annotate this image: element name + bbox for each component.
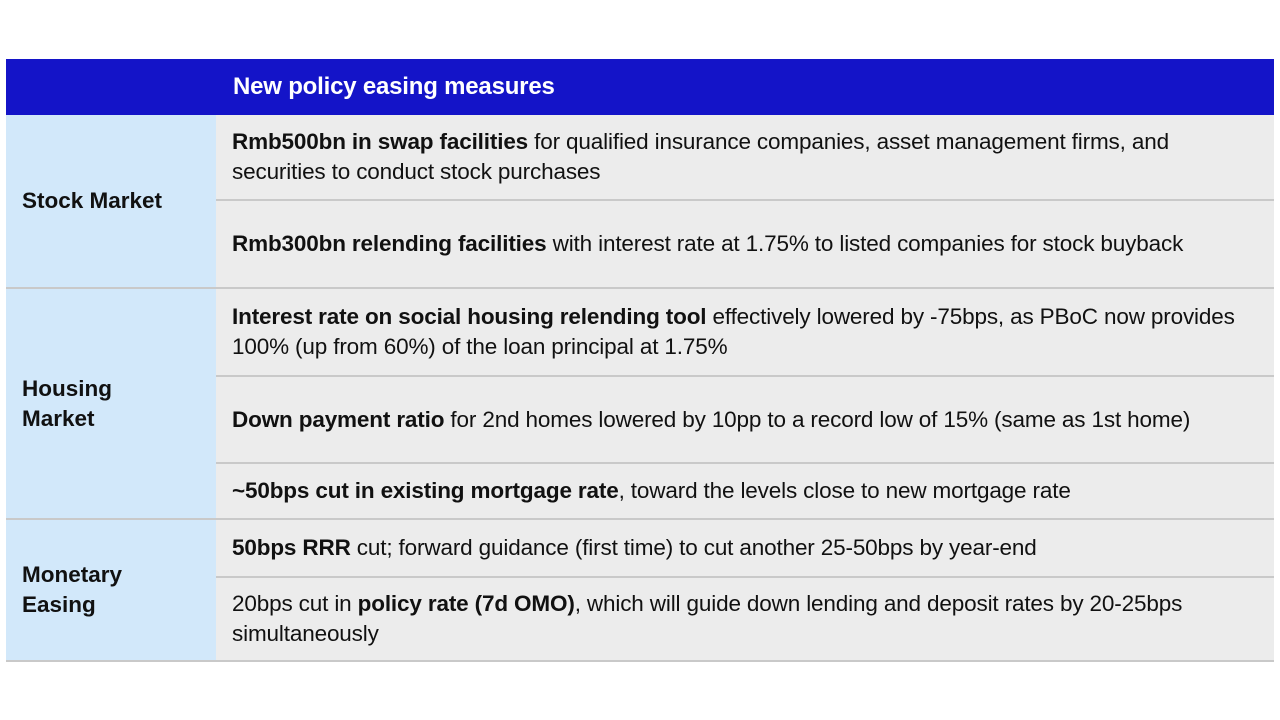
measure-detail: cut; forward guidance (first time) to cut another 25-50bps by year-end	[350, 535, 1037, 560]
table-bottom-border	[6, 660, 1274, 662]
measure-detail: , which will guide down lending and deposit rates by 20-25bps simultaneously	[232, 591, 1183, 646]
measure-detail: for 2nd homes lowered by 10pp to a record low of 15% (same as 1st home)	[444, 406, 1191, 432]
group-label: Monetary Easing	[6, 520, 216, 660]
group-rows	[216, 289, 1274, 518]
measure-text	[232, 533, 1037, 563]
measure-text	[232, 302, 1254, 362]
measure-text	[232, 589, 1254, 649]
measure-highlight: Down payment ratio	[232, 406, 445, 432]
measure-detail: 20bps cut in	[232, 591, 358, 616]
group-label: Stock Market	[6, 115, 216, 287]
table-title: New policy easing measures	[233, 73, 555, 100]
measure-row	[216, 576, 1274, 660]
measure-highlight: Interest rate on social housing relending tool	[232, 304, 707, 329]
measure-detail: , toward the levels close to new mortgage rate	[618, 478, 1071, 503]
group-housing-market	[6, 287, 1274, 518]
measure-row	[216, 199, 1274, 287]
policy-table	[6, 59, 1274, 662]
measure-row	[216, 375, 1274, 462]
group-rows	[216, 115, 1274, 287]
measure-detail: for qualified insurance companies, asset management firms, and securities to conduct stock purchases	[232, 129, 1169, 184]
measure-row	[216, 115, 1274, 199]
measure-text	[232, 476, 1071, 506]
measure-highlight: Rmb500bn in swap facilities	[232, 129, 529, 154]
group-label: Housing Market	[6, 289, 216, 518]
measure-text	[232, 127, 1254, 187]
group-monetary-easing	[6, 518, 1274, 660]
group-rows	[216, 520, 1274, 660]
measure-row	[216, 462, 1274, 518]
measure-detail: with interest rate at 1.75% to listed companies for stock buyback	[546, 231, 1184, 256]
measure-highlight: policy rate (7d OMO)	[357, 591, 575, 616]
measure-highlight: Rmb300bn relending facilities	[232, 231, 547, 256]
measure-highlight: 50bps RRR	[232, 535, 351, 560]
group-stock-market	[6, 115, 1274, 287]
measure-text	[232, 229, 1183, 259]
measure-row	[216, 520, 1274, 576]
measure-row	[216, 289, 1274, 375]
measure-text	[232, 405, 1190, 435]
table-header	[6, 59, 1274, 115]
measure-detail: effectively lowered by -75bps, as PBoC now provides 100% (up from 60%) of the loan principal at 1.75%	[232, 304, 1235, 359]
header-corner	[6, 59, 216, 115]
measure-highlight: ~50bps cut in existing mortgage rate	[232, 478, 619, 503]
